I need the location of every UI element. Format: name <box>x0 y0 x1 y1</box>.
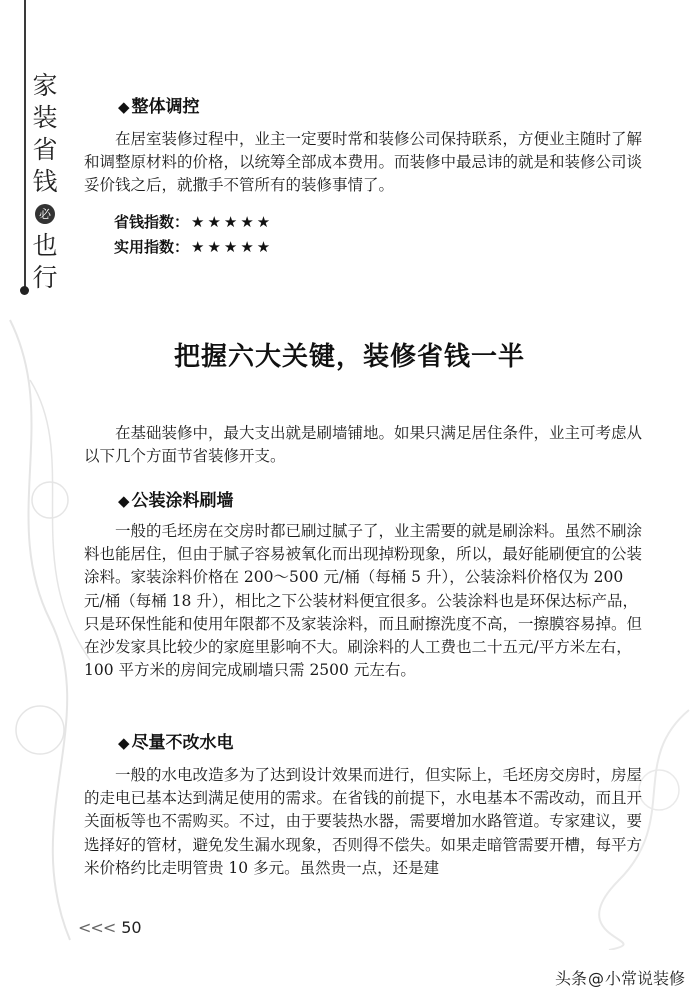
book-title-char: 行 <box>32 263 58 292</box>
book-title-char: 也 <box>32 231 58 260</box>
section-heading: ◆ 整体调控 <box>118 97 200 117</box>
section-heading: ◆ 公装涂料刷墙 <box>118 491 234 511</box>
section-heading: ◆ 尽量不改水电 <box>118 733 234 753</box>
sidebar-rule <box>24 0 26 288</box>
rating-money-saving: 省钱指数： ★★★★★ <box>114 213 274 231</box>
book-title-char: 家 <box>32 71 58 100</box>
page-footer <box>78 918 142 937</box>
sidebar-dot <box>20 286 29 295</box>
book-title-char: 钱 <box>32 167 58 196</box>
paragraph: 在基础装修中，最大支出就是刷墙铺地。如果只满足居住条件，业主可考虑从以下几个方面节省装修开支。 <box>84 424 643 466</box>
book-title-char: 装 <box>32 103 58 132</box>
star-rating-icon: ★★★★★ <box>191 213 274 231</box>
paragraph: 一般的水电改造多为了达到设计效果而进行，但实际上，毛坯房交房时，房屋的走电已基本达到满足使用的需求。在省钱的前提下，水电基本不需改动，而且开关面板等也不需购买。不过，由于要装热水器，需要增加水路管道。专家建议，要选择好的管材，避免发生漏水现象，否则得不偿失。如果走暗管需要开槽，每平方米价格约比走明管贵 10 多元。虽然贵一点，还是建 <box>84 766 643 877</box>
page-number: 50 <box>121 918 142 937</box>
rating-practicality: 实用指数： ★★★★★ <box>114 238 274 256</box>
diamond-bullet-icon: ◆ <box>118 98 130 116</box>
diamond-bullet-icon: ◆ <box>118 734 130 752</box>
star-rating-icon: ★★★★★ <box>191 238 274 256</box>
paragraph: 在居室装修过程中，业主一定要时常和装修公司保持联系，方便业主随时了解和调整原材料的价格，以统筹全部成本费用。而装修中最忌讳的就是和装修公司谈妥价钱之后，就撒手不管所有的装修事情了。 <box>84 130 643 195</box>
book-title-char: 省 <box>32 135 58 164</box>
book-title-vertical <box>30 70 60 294</box>
book-title-char-circled: 必 <box>35 204 55 224</box>
chapter-title: 把握六大关键，装修省钱一半 <box>173 342 525 372</box>
paragraph: 一般的毛坯房在交房时都已刷过腻子了，业主需要的就是刷涂料。虽然不刷涂料也能居住，但由于腻子容易被氧化而出现掉粉现象，所以，最好能刷便宜的公装涂料。家装涂料价格在 200～500 元/桶（每桶 5 升），公装涂料价格仅为 200 元/桶（每桶 18 升），相比之下公装材料便宜很多。公装涂料也是环保达标产品，只是环保性能和使用年限都不及家装涂料，而且耐擦洗度不高，一擦膜容易掉。但在沙发家具比较少的家庭里影响不大。刷涂料的人工费也二十五元/平方米左右，100 平方米的房间完成刷墙只需 2500 元左右。 <box>84 522 643 680</box>
page-arrows-icon: <<< <box>78 918 116 937</box>
diamond-bullet-icon: ◆ <box>118 492 130 510</box>
watermark: 头条@小常说装修 <box>554 969 685 988</box>
